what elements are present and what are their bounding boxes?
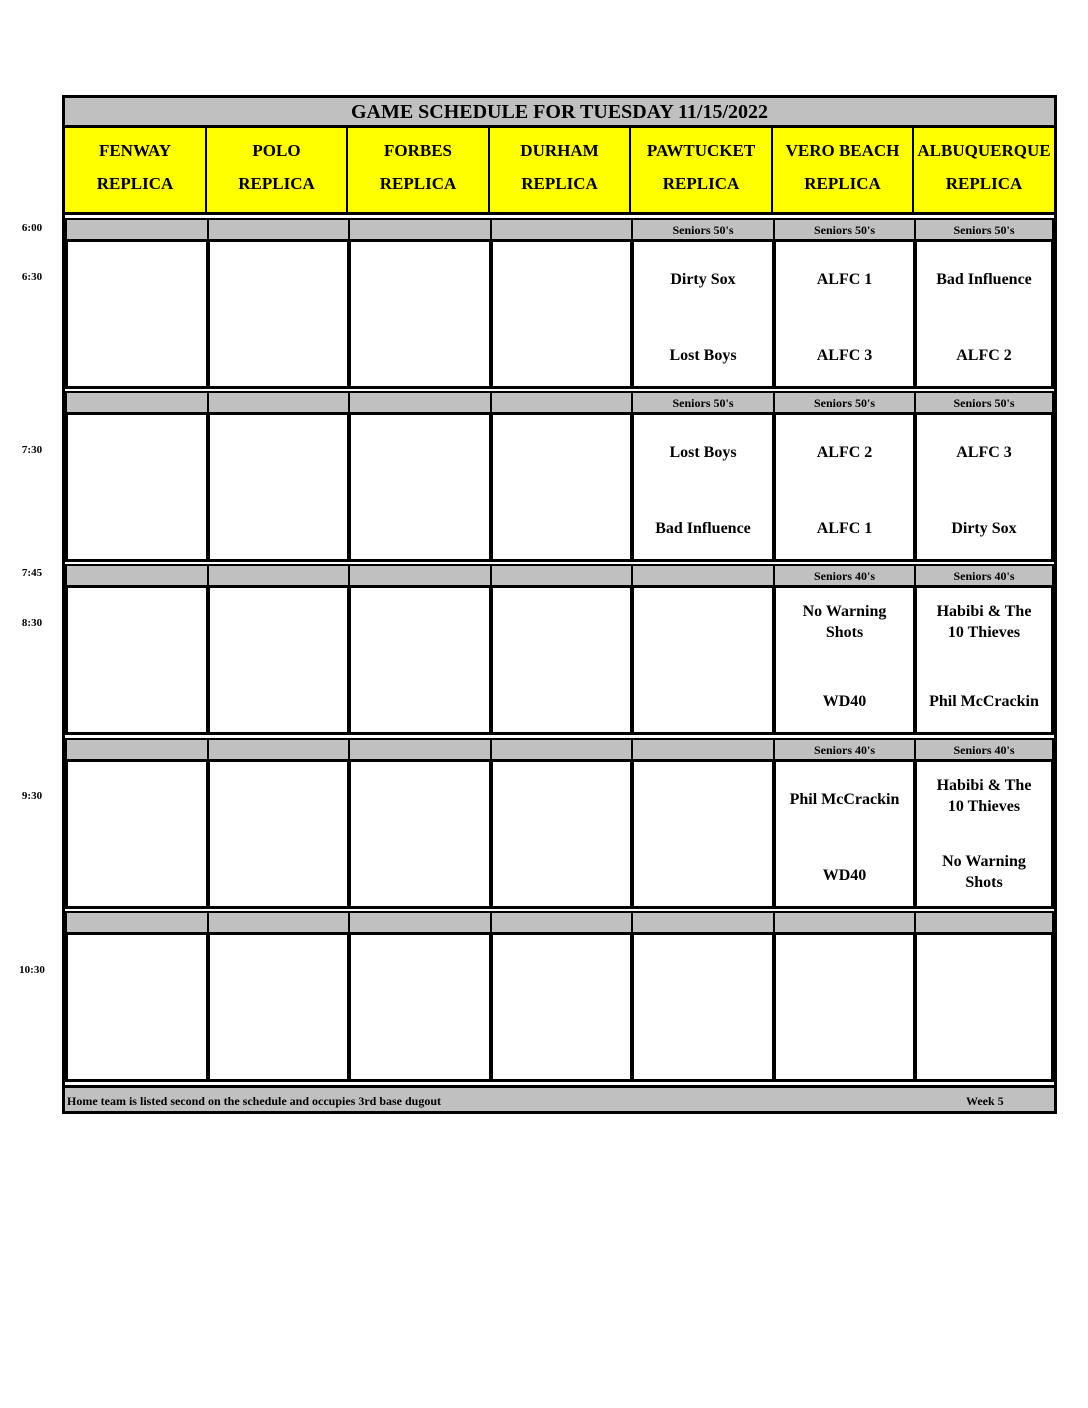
- game-cell: [631, 759, 775, 909]
- home-team: Dirty Sox: [951, 520, 1017, 537]
- field-header-4: [631, 128, 774, 215]
- division-band: Seniors 50's: [914, 218, 1054, 242]
- home-team: Bad Influence: [655, 520, 751, 537]
- division-band: Seniors 50's: [914, 391, 1054, 415]
- game-cell: [490, 239, 633, 389]
- time-label: 10:30: [19, 964, 45, 976]
- away-team: ALFC 3: [956, 444, 1012, 461]
- week-label: Week 5: [966, 1094, 1004, 1108]
- game-cell: [348, 412, 492, 562]
- game-cell: [207, 585, 350, 735]
- schedule-sheet: [62, 95, 1057, 1114]
- game-cell: [207, 239, 350, 389]
- game-cell: [773, 412, 916, 562]
- division-band: Seniors 50's: [631, 218, 775, 242]
- division-band: Seniors 50's: [773, 218, 916, 242]
- field-name: FENWAY: [98, 141, 172, 160]
- field-header-2: [348, 128, 491, 215]
- game-cell: [490, 585, 633, 735]
- division-band: Seniors 50's: [631, 391, 775, 415]
- division-band: Seniors 40's: [773, 564, 916, 588]
- game-cell: [631, 932, 775, 1082]
- game-cell: [207, 412, 350, 562]
- game-cell: [631, 585, 775, 735]
- field-subtitle: REPLICA: [379, 174, 457, 193]
- field-subtitle: REPLICA: [662, 174, 740, 193]
- game-cell: [65, 759, 209, 909]
- game-cell: [348, 932, 492, 1082]
- field-subtitle: REPLICA: [804, 174, 881, 193]
- time-label: 6:30: [21, 271, 43, 283]
- home-team: No Warning Shots: [942, 853, 1026, 891]
- field-header-1: [207, 128, 349, 215]
- time-label: 8:30: [21, 617, 43, 629]
- home-team: ALFC 3: [816, 347, 873, 364]
- field-header-3: [490, 128, 632, 215]
- home-team: ALFC 2: [956, 347, 1012, 364]
- field-name: VERO BEACH: [785, 141, 900, 160]
- time-label: 6:00: [21, 222, 43, 234]
- away-team: ALFC 1: [816, 271, 873, 288]
- game-cell: [65, 412, 209, 562]
- field-name: ALBUQUERQUE: [917, 141, 1051, 160]
- away-team: Phil McCrackin: [789, 791, 900, 808]
- game-cell: [773, 932, 916, 1082]
- game-cell: [207, 932, 350, 1082]
- field-header-6: [914, 128, 1054, 215]
- game-cell: [65, 585, 209, 735]
- field-name: FORBES: [383, 141, 453, 160]
- game-cell: [631, 412, 775, 562]
- home-team: Phil McCrackin: [929, 693, 1039, 710]
- field-header-5: [773, 128, 915, 215]
- game-cell: [914, 759, 1054, 909]
- division-band: Seniors 40's: [914, 738, 1054, 762]
- game-cell: [490, 759, 633, 909]
- game-cell: [490, 412, 633, 562]
- schedule-title: GAME SCHEDULE FOR TUESDAY 11/15/2022: [65, 98, 1054, 128]
- schedule-footer: [65, 1085, 1054, 1111]
- game-cell: [490, 932, 633, 1082]
- away-team: Dirty Sox: [670, 271, 736, 288]
- away-team: Habibi & The 10 Thieves: [936, 777, 1032, 815]
- home-team: Lost Boys: [669, 347, 737, 364]
- field-header-0: [65, 128, 208, 215]
- away-team: ALFC 2: [816, 444, 873, 461]
- game-cell: [348, 585, 492, 735]
- field-subtitle: REPLICA: [521, 174, 598, 193]
- game-cell: [65, 932, 209, 1082]
- field-subtitle: REPLICA: [238, 174, 315, 193]
- game-cell: [773, 585, 916, 735]
- game-cell: [207, 759, 350, 909]
- game-cell: [914, 932, 1054, 1082]
- game-cell: [773, 239, 916, 389]
- game-cell: [348, 239, 492, 389]
- home-team: WD40: [822, 693, 867, 710]
- game-cell: [348, 759, 492, 909]
- game-cell: [914, 585, 1054, 735]
- time-label: 9:30: [21, 790, 43, 802]
- home-team: WD40: [822, 867, 867, 884]
- game-cell: [65, 239, 209, 389]
- field-subtitle: REPLICA: [945, 174, 1023, 193]
- home-team: ALFC 1: [816, 520, 873, 537]
- away-team: No Warning Shots: [802, 603, 887, 641]
- division-band: Seniors 40's: [773, 738, 916, 762]
- division-band: Seniors 50's: [773, 391, 916, 415]
- away-team: Habibi & The 10 Thieves: [936, 603, 1032, 641]
- field-name: PAWTUCKET: [646, 141, 756, 160]
- away-team: Bad Influence: [936, 271, 1032, 288]
- game-cell: [773, 759, 916, 909]
- field-name: DURHAM: [520, 141, 599, 160]
- away-team: Lost Boys: [669, 444, 737, 461]
- time-label: 7:30: [21, 444, 43, 456]
- division-band: Seniors 40's: [914, 564, 1054, 588]
- footer-note: Home team is listed second on the schedule and occupies 3rd base dugout: [67, 1094, 442, 1108]
- game-cell: [914, 412, 1054, 562]
- game-cell: [914, 239, 1054, 389]
- field-subtitle: REPLICA: [96, 174, 174, 193]
- game-cell: [631, 239, 775, 389]
- field-name: POLO: [252, 141, 301, 160]
- time-label: 7:45: [21, 567, 43, 579]
